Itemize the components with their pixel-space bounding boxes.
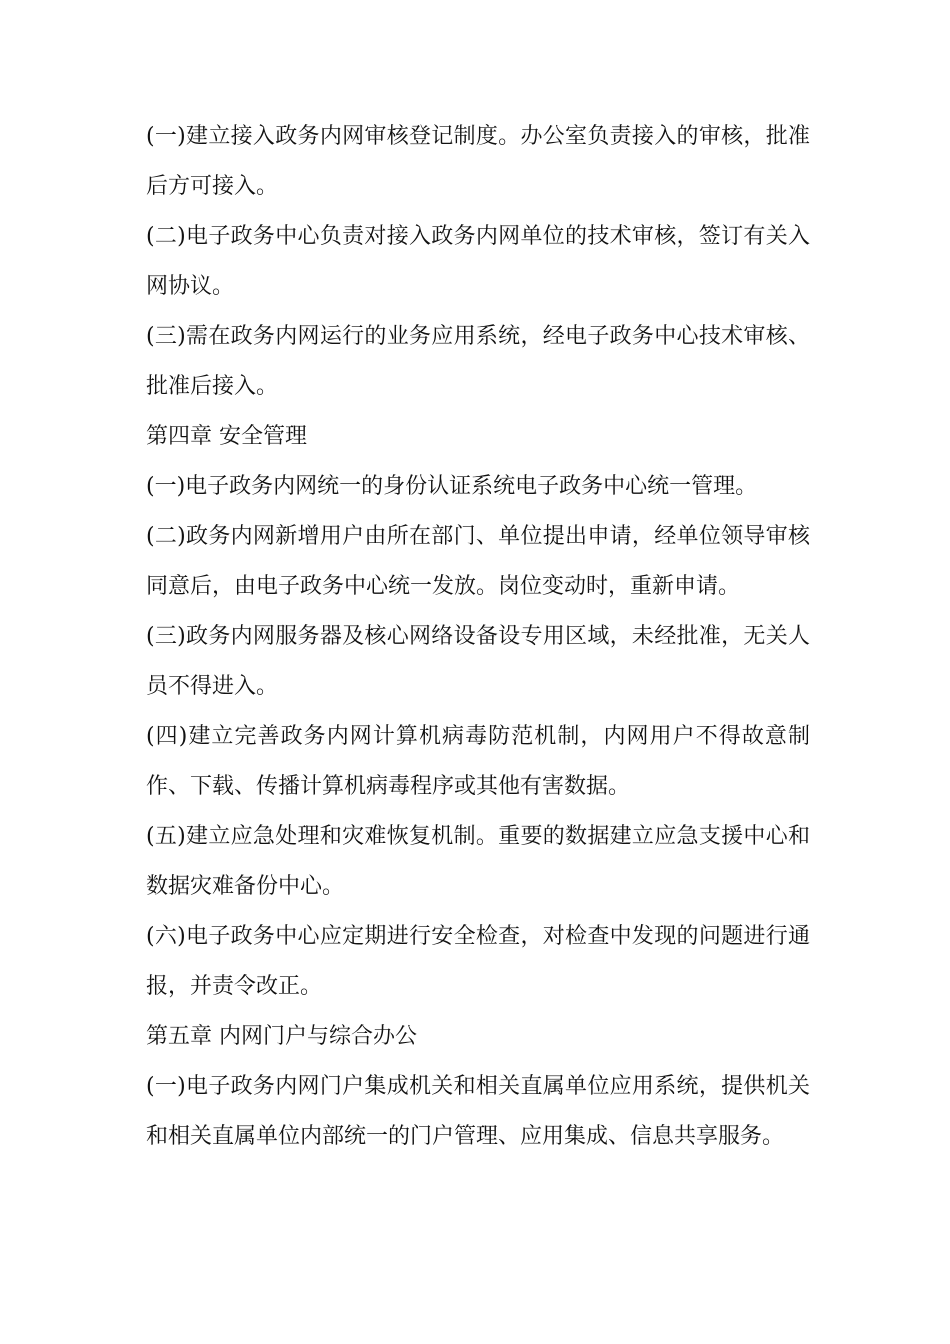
paragraph-line: (二)政务内网新增用户由所在部门、单位提出申请，经单位领导审核 (146, 524, 810, 549)
paragraph-line: (三)政务内网服务器及核心网络设备设专用区域，未经批准，无关人 (146, 624, 810, 649)
paragraph-line: (一)建立接入政务内网审核登记制度。办公室负责接入的审核，批准 (146, 124, 810, 149)
paragraph-line: (五)建立应急处理和灾难恢复机制。重要的数据建立应急支援中心和 (146, 824, 810, 849)
paragraph-line: 报，并责令改正。 (146, 974, 323, 999)
paragraph-line: 网协议。 (146, 274, 235, 299)
paragraph-line: 批准后接入。 (146, 374, 279, 399)
paragraph-line: 和相关直属单位内部统一的门户管理、应用集成、信息共享服务。 (146, 1124, 785, 1149)
paragraph-line: (四)建立完善政务内网计算机病毒防范机制，内网用户不得故意制 (146, 724, 810, 749)
paragraph-line: (一)电子政务内网门户集成机关和相关直属单位应用系统，提供机关 (146, 1074, 810, 1099)
paragraph-line: (一)电子政务内网统一的身份认证系统电子政务中心统一管理。 (146, 474, 758, 499)
chapter-heading: 第五章 内网门户与综合办公 (146, 1024, 417, 1049)
paragraph-line: 后方可接入。 (146, 174, 279, 199)
chapter-heading: 第四章 安全管理 (146, 424, 307, 449)
paragraph-line: (三)需在政务内网运行的业务应用系统，经电子政务中心技术审核、 (146, 324, 810, 349)
paragraph-line: 员不得进入。 (146, 674, 279, 699)
paragraph-line: 作、下载、传播计算机病毒程序或其他有害数据。 (146, 774, 631, 799)
paragraph-line: (二)电子政务中心负责对接入政务内网单位的技术审核，签订有关入 (146, 224, 810, 249)
paragraph-line: 同意后，由电子政务中心统一发放。岗位变动时，重新申请。 (146, 574, 741, 599)
document-body (146, 112, 810, 1162)
paragraph-line: 数据灾难备份中心。 (146, 874, 345, 899)
paragraph-line: (六)电子政务中心应定期进行安全检查，对检查中发现的问题进行通 (146, 924, 810, 949)
